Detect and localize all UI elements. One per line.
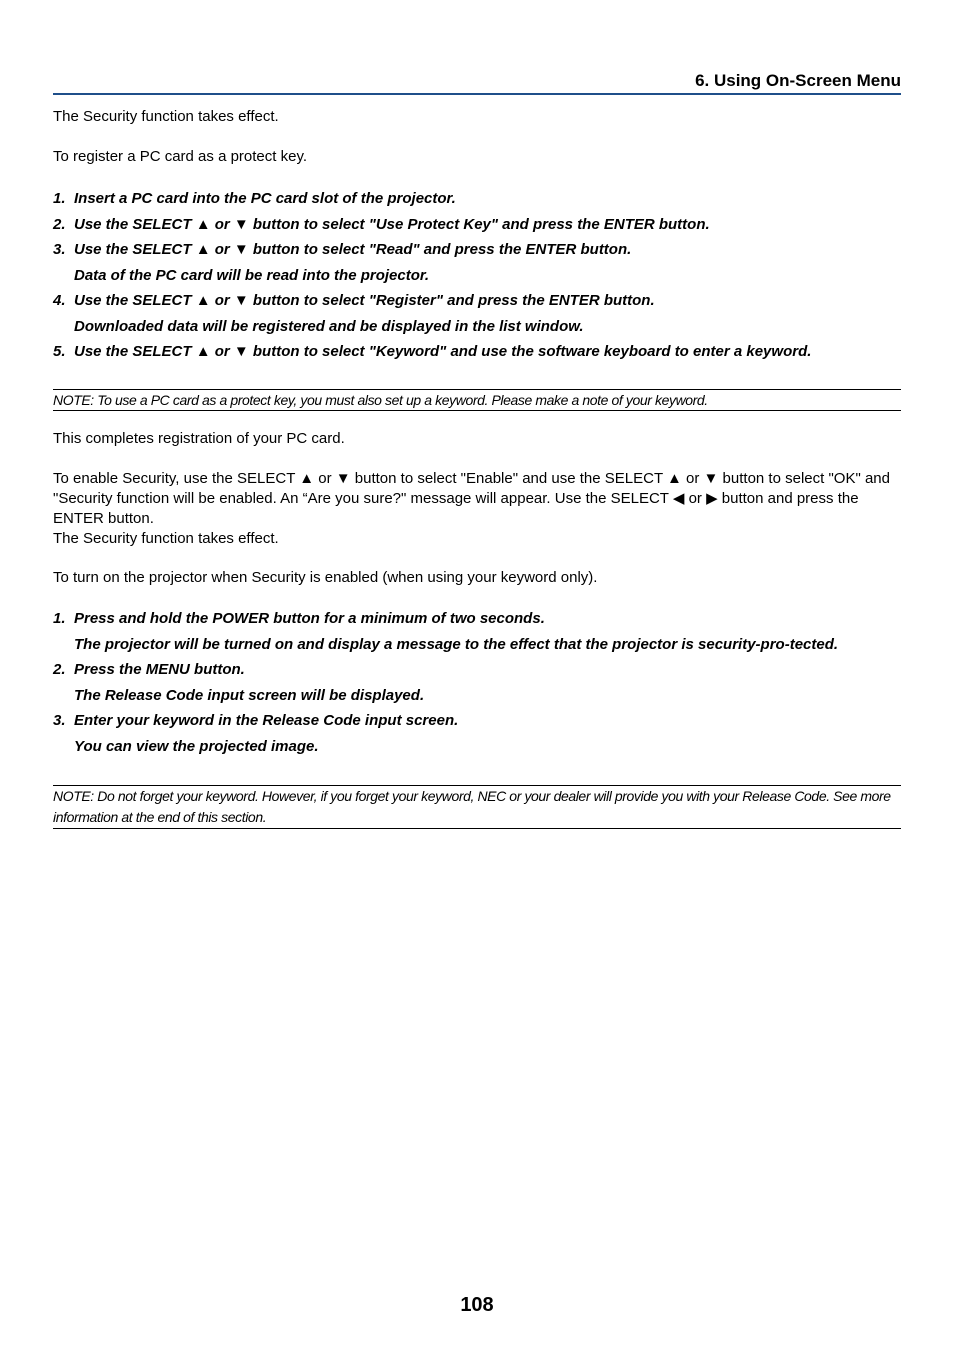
register-step: [53, 290, 903, 337]
step-number: 2.: [53, 215, 66, 233]
step-detail: You can view the projected image.: [74, 737, 319, 755]
register-step: [53, 214, 903, 235]
step-text: Use the SELECT ▲ or ▼ button to select "Use Protect Key" and press the ENTER button.: [74, 215, 710, 233]
step-detail: The Release Code input screen will be displayed.: [74, 686, 425, 704]
step-text: Insert a PC card into the PC card slot of the projector.: [74, 190, 456, 207]
note-protect-key: [53, 389, 901, 411]
step-detail: Downloaded data will be registered and be displayed in the list window.: [74, 317, 584, 335]
step-number: 3.: [53, 712, 66, 729]
step-number: 3.: [53, 241, 66, 258]
step-number: 2.: [53, 661, 66, 678]
register-step: [53, 239, 903, 286]
step-number: 1.: [53, 610, 66, 627]
step-text: Use the SELECT ▲ or ▼ button to select "Read" and press the ENTER button.: [74, 241, 632, 258]
turn-on-step: [53, 710, 873, 757]
section-header: 6. Using On-Screen Menu: [695, 71, 901, 90]
register-step: [53, 188, 903, 209]
security-effect-text: The Security function takes effect.: [53, 530, 279, 547]
step-number: 4.: [53, 292, 66, 309]
step-number: 1.: [53, 190, 66, 207]
turn-on-intro-text: To turn on the projector when Security is enabled (when using your keyword only).: [53, 569, 598, 586]
step-number: 5.: [53, 343, 66, 360]
step-text: Enter your keyword in the Release Code input screen.: [74, 712, 459, 729]
registration-complete-text: This completes registration of your PC card.: [53, 430, 345, 447]
note-text: NOTE: Do not forget your keyword. However, if you forget your keyword, NEC or your dealer will provide you with your Release Code. See more information at the end of this section.: [53, 787, 891, 825]
step-text: Use the SELECT ▲ or ▼ button to select "Keyword" and use the software keyboard to enter a keyword.: [74, 343, 812, 360]
turn-on-step: [53, 659, 873, 706]
turn-on-steps-list: [53, 608, 873, 757]
step-text: Press and hold the POWER button for a minimum of two seconds.: [74, 610, 545, 627]
register-steps-list: [53, 188, 903, 362]
page-content: [53, 107, 903, 829]
register-intro-text: To register a PC card as a protect key.: [53, 148, 307, 165]
turn-on-step: [53, 608, 873, 655]
header-divider: [53, 93, 901, 95]
security-effect-text: The Security function takes effect.: [53, 108, 279, 125]
step-detail: The projector will be turned on and display a message to the effect that the projector is security-pro-tected.: [74, 635, 839, 653]
page-number: 108: [460, 1294, 494, 1316]
note-forget-keyword: [53, 785, 901, 829]
enable-security-text: To enable Security, use the SELECT ▲ or ▼ button to select "Enable" and use the SELECT ▲ or ▼ button to select "OK" and "Security function will be enabled. An “Are you sure?" message will appear. Use the SELECT ◀ or ▶ button and press the ENTER button.: [53, 470, 890, 527]
register-step: [53, 341, 903, 362]
step-detail: Data of the PC card will be read into the projector.: [74, 266, 430, 284]
note-text: NOTE: To use a PC card as a protect key, you must also set up a keyword. Please make a note of your keyword.: [53, 392, 708, 408]
step-text: Use the SELECT ▲ or ▼ button to select "Register" and press the ENTER button.: [74, 292, 655, 309]
step-text: Press the MENU button.: [74, 661, 245, 678]
